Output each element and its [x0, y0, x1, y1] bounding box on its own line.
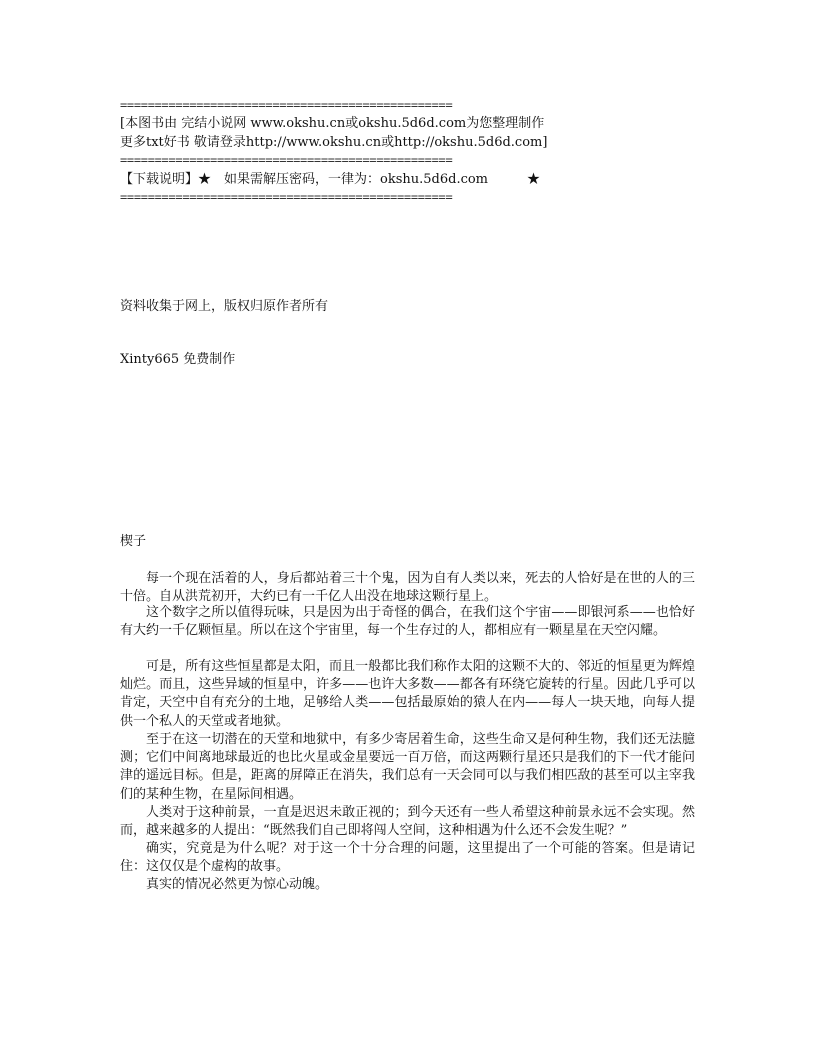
paragraph-2: 这个数字之所以值得玩味，只是因为出于奇怪的偶合，在我们这个宇宙——即银河系——也恰好有大约一千亿颗恒星。所以在这个宇宙里，每一个生存过的人，都相应有一颗星星在天空闪耀。: [120, 605, 695, 639]
paragraph-7: 真实的情况必然更为惊心动魄。: [146, 877, 329, 892]
header-line-1: [本图书由 完结小说网 www.okshu.cn或okshu.5d6d.com为您整理制作: [120, 116, 545, 131]
paragraph-4: 至于在这一切潜在的天堂和地狱中，有多少寄居着生命，这些生命又是何种生物，我们还无法臆测；它们中间离地球最近的也比火星或金星要远一百万倍，而这两颗行星还只是我们的下一代才能问津的遥远目标。但是，距离的屏障正在消失，我们总有一天会同可以与我们相匹敌的甚至可以主宰我们的某种生物，在星际间相遇。: [120, 732, 695, 802]
paragraph-3: 可是，所有这些恒星都是太阳，而且一般都比我们称作太阳的这颗不大的、邻近的恒星更为辉煌灿烂。而且，这些异域的恒星中，许多——也许大多数——都各有环绕它旋转的行星。因此几乎可以肯定，天空中自有充分的土地，足够给人类——包括最原始的猿人在内——每人一块天地，向每人提供一个私人的天堂或者地狱。: [120, 659, 695, 729]
header-rule-middle: ================================================: [120, 153, 453, 167]
chapter-title: 楔子: [120, 534, 147, 549]
copyright-note: 资料收集于网上，版权归原作者所有: [120, 299, 329, 314]
maker-note: Xinty665 免费制作: [120, 352, 236, 367]
header-rule-bottom: ================================================: [120, 190, 453, 204]
paragraph-1: 每一个现在活着的人，身后都站着三十个鬼，因为自有人类以来，死去的人恰好是在世的人的三十倍。自从洪荒初开，大约已有一千亿人出没在地球这颗行星上。: [120, 571, 695, 605]
download-note: 【下载说明】★ 如果需解压密码，一律为：okshu.5d6d.com ★: [120, 172, 541, 187]
header-rule-top: ================================================: [120, 98, 453, 112]
paragraph-6: 确实，究竟是为什么呢？对于这一个十分合理的问题，这里提出了一个可能的答案。但是请记住：这仅仅是个虚构的故事。: [120, 841, 695, 875]
paragraph-5: 人类对于这种前景，一直是迟迟未敢正视的；到今天还有一些人希望这种前景永远不会实现。然而，越来越多的人提出：“既然我们自己即将闯人空间，这种相遇为什么还不会发生呢？”: [120, 805, 695, 839]
header-line-2: 更多txt好书 敬请登录http://www.okshu.cn或http://okshu.5d6d.com]: [120, 135, 548, 150]
